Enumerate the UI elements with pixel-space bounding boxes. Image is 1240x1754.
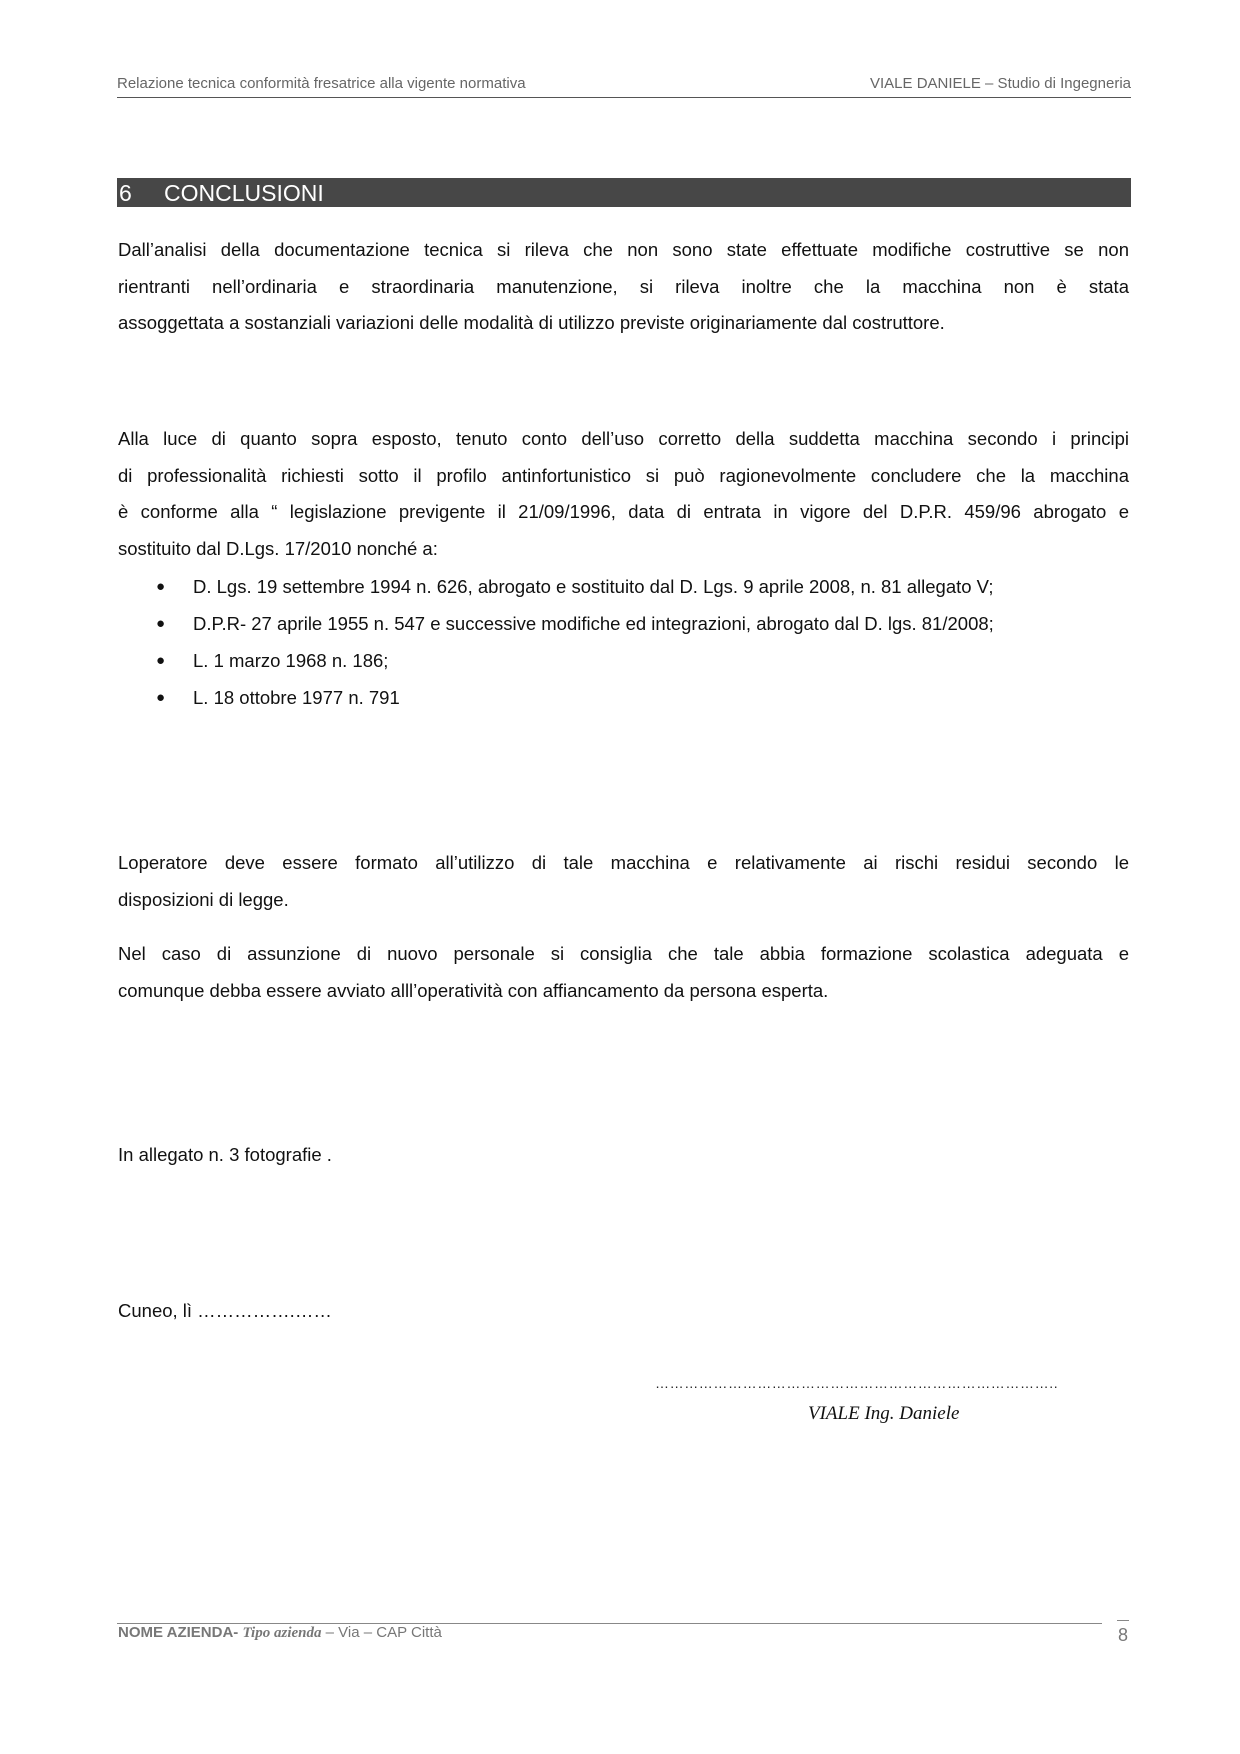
header-studio-name: VIALE DANIELE – Studio di Ingegneria <box>870 75 1131 92</box>
section-number: 6 <box>119 180 132 206</box>
footer-address: – Via – CAP Città <box>321 1624 442 1641</box>
paragraph-new-personnel <box>118 936 1129 1009</box>
bullet-icon: ● <box>156 578 166 595</box>
page-number: 8 <box>1118 1625 1129 1645</box>
list-item <box>118 642 1129 679</box>
list-item-text: D. Lgs. 19 settembre 1994 n. 626, abrogato e sostituito dal D. Lgs. 9 aprile 2008, n. 81 allegato V; <box>193 576 994 597</box>
section-title: CONCLUSIONI <box>164 180 324 206</box>
attachment-note: In allegato n. 3 fotografie . <box>118 1144 332 1165</box>
section-heading <box>117 178 1131 207</box>
list-item <box>118 679 1129 716</box>
list-item-text: L. 18 ottobre 1977 n. 791 <box>193 687 400 708</box>
footer-company-type: Tipo azienda <box>242 1625 322 1641</box>
page-footer <box>118 1624 442 1642</box>
paragraph-operator <box>118 845 1129 918</box>
bullet-icon: ● <box>156 615 166 632</box>
paragraph-line: Nel caso di assunzione di nuovo personale si consiglia che tale abbia formazione scolastica adeguata e <box>118 943 1129 964</box>
paragraph-line: di professionalità richiesti sotto il profilo antinfortunistico si può ragionevolmente concludere che la macchina <box>118 464 1129 486</box>
bullet-icon: ● <box>156 689 166 706</box>
page-header <box>117 75 1131 98</box>
paragraph-line: è conforme alla “ legislazione previgente il 21/09/1996, data di entrata in vigore del D.P.R. 459/96 abrogato e <box>118 501 1129 522</box>
paragraph-line: rientranti nell’ordinaria e straordinaria manutenzione, si rileva inoltre che la macchina non è stata <box>118 275 1129 297</box>
list-item-text: D.P.R- 27 aprile 1955 n. 547 e successive modifiche ed integrazioni, abrogato dal D. lgs. 81/2008; <box>193 613 994 634</box>
signature-line: ……………………………………………………………………….. <box>655 1375 1059 1391</box>
paragraph-line: Dall’analisi della documentazione tecnica si rileva che non sono state effettuate modifiche costruttive se non <box>118 239 1129 260</box>
bullet-icon: ● <box>156 652 166 669</box>
paragraph-conformity <box>118 421 1129 567</box>
paragraph-line: sostituito dal D.Lgs. 17/2010 nonché a: <box>118 537 438 559</box>
place-date-line: Cuneo, lì …………….…… <box>118 1300 332 1321</box>
regulations-list <box>118 568 1129 716</box>
list-item-text: L. 1 marzo 1968 n. 186; <box>193 650 389 671</box>
header-document-title: Relazione tecnica conformità fresatrice alla vigente normativa <box>117 75 526 92</box>
paragraph-line: comunque debba essere avviato alll’operatività con affiancamento da persona esperta. <box>118 979 829 1001</box>
list-item <box>118 605 1129 642</box>
signatory-name: VIALE Ing. Daniele <box>808 1403 960 1424</box>
paragraph-analysis <box>118 232 1129 342</box>
footer-company: NOME AZIENDA- <box>118 1624 239 1641</box>
paragraph-line: Loperatore deve essere formato all’utilizzo di tale macchina e relativamente ai rischi residui secondo le <box>118 852 1129 873</box>
list-item <box>118 568 1129 605</box>
paragraph-line: disposizioni di legge. <box>118 888 289 910</box>
paragraph-line: assoggettata a sostanziali variazioni delle modalità di utilizzo previste originariamente dal costruttore. <box>118 312 945 333</box>
paragraph-line: Alla luce di quanto sopra esposto, tenuto conto dell’uso corretto della suddetta macchina secondo i principi <box>118 428 1129 449</box>
footer-page-divider <box>1117 1620 1129 1621</box>
